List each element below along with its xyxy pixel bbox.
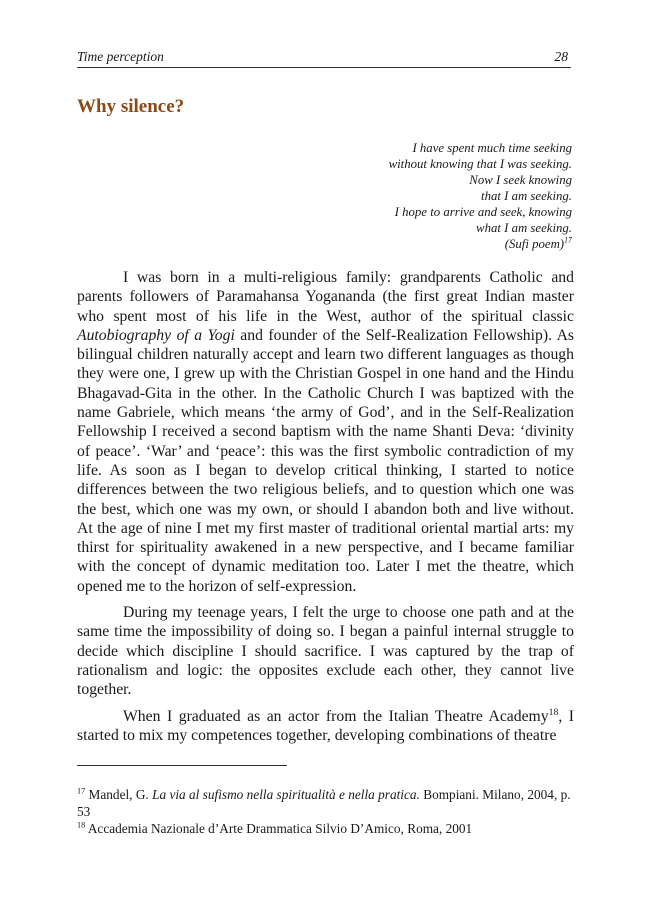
footnote-number: 18 <box>77 820 86 830</box>
epigraph <box>252 140 572 252</box>
paragraph-3-text-a: When I graduated as an actor from the Italian Theatre Academy <box>123 707 549 725</box>
epigraph-line: what I am seeking. <box>476 221 572 235</box>
section-heading: Why silence? <box>77 96 185 117</box>
epigraph-line: Now I seek knowing <box>469 173 572 187</box>
page-number: 28 <box>554 49 568 64</box>
paragraph-2: During my teenage years, I felt the urge to choose one path and at the same time the impossibility of doing so. I began a painful internal struggle to decide which discipline I should sacrifice. I was captured by the trap of rationalism and logic: the opposites exclude each other, they cannot live together. <box>77 604 574 699</box>
footnote-17 <box>77 786 574 820</box>
footnote-ref-17[interactable]: 17 <box>564 235 572 245</box>
footnote-title: La via al sufismo nella spiritualità e nella pratica. <box>152 787 420 802</box>
running-header <box>77 47 571 68</box>
footnote-divider <box>77 765 287 766</box>
footnote-text: Mandel, G. <box>85 787 153 802</box>
epigraph-attribution <box>252 236 572 252</box>
paragraph-1 <box>77 268 574 596</box>
epigraph-attribution-text: (Sufi poem) <box>504 237 565 251</box>
footnote-18 <box>77 820 574 837</box>
epigraph-line: I have spent much time seeking <box>412 141 572 155</box>
book-title: Autobiography of a Yogi <box>77 326 235 344</box>
footnote-text: Accademia Nazionale d’Arte Drammatica Silvio D’Amico, Roma, 2001 <box>85 821 473 836</box>
paragraph-1-text-a: I was born in a multi-religious family: grandparents Catholic and parents followers of Paramahansa Yogananda (the first great Indian master who spent most of his life in the West, author of the spiritual classic <box>77 269 574 325</box>
paragraph-1-text-b: and founder of the Self-Realization Fellowship). As bilingual children naturally accept and learn two different languages as though they were one, I grew up with the Christian Gospel in one hand and the Hindu Bhagavad-Gita in the other. In the Catholic Church I was baptized with the name Gabriele, which means ‘the army of God’, and in the Self-Realization Fellowship I received a second baptism with the name Shanti Deva: ‘divinity of peace’. ‘War’ and ‘peace’: this was the first symbolic contradiction of my life. As soon as I began to develop critical thinking, I started to notice differences between the two religious beliefs, and to question which one was the best, which one was my own, or should I abandon both and live without. At the age of nine I met my first master of traditional oriental martial arts: my thirst for spirituality awakened in a new perspective, and I became familiar with the concept of dynamic meditation too. Later I met the theatre, which opened me to the horizon of self-expression. <box>77 326 575 595</box>
epigraph-line: I hope to arrive and seek, knowing <box>394 205 572 219</box>
epigraph-line: without knowing that I was seeking. <box>388 157 572 171</box>
footnote-text: Bompiani. Milano, 2004, p. 53 <box>77 787 571 819</box>
footnotes <box>77 786 574 837</box>
paragraph-3-text-b: , I started to mix my competences together, developing combinations of theatre <box>77 707 574 744</box>
body-text <box>77 268 574 752</box>
footnote-number: 17 <box>77 786 86 796</box>
paragraph-3 <box>77 707 574 746</box>
running-title: Time perception <box>77 49 164 64</box>
epigraph-line: that I am seeking. <box>481 189 572 203</box>
footnote-ref-18[interactable]: 18 <box>548 706 559 718</box>
